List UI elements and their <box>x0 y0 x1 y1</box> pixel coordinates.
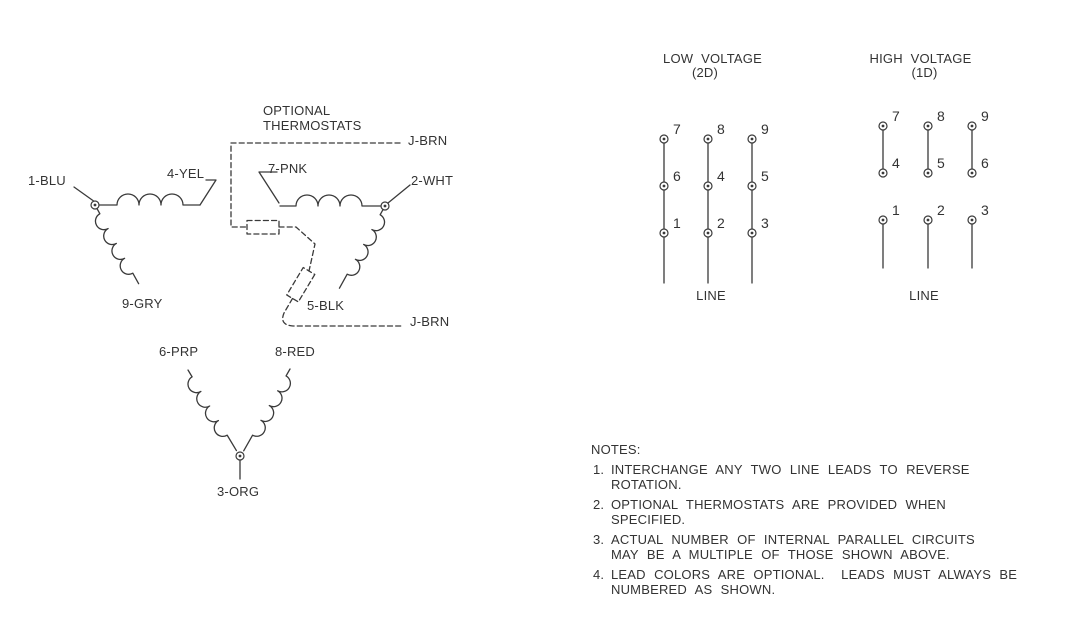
terminal-dot <box>748 182 756 190</box>
note-text: OPTIONAL THERMOSTATS ARE PROVIDED WHEN <box>611 497 946 512</box>
thermostat-2 <box>287 268 315 302</box>
note-text: ROTATION. <box>611 477 682 492</box>
note-text: ACTUAL NUMBER OF INTERNAL PARALLEL CIRCUITS <box>611 532 975 547</box>
hv-terminal-6: 6 <box>981 155 989 171</box>
lv-terminal-3: 3 <box>761 215 769 231</box>
low-voltage-subtitle: (2D) <box>691 65 719 80</box>
notes-block <box>591 442 1043 597</box>
thermostat-wire-mid <box>279 227 315 271</box>
note-text: MAY BE A MULTIPLE OF THOSE SHOWN ABOVE. <box>611 547 950 562</box>
terminal-dot <box>748 229 756 237</box>
note-text: SPECIFIED. <box>611 512 686 527</box>
terminal-dot <box>968 169 976 177</box>
terminal-dot <box>660 229 668 237</box>
hv-terminal-5: 5 <box>937 155 945 171</box>
winding-5-blk <box>339 206 392 292</box>
hv-terminal-3: 3 <box>981 202 989 218</box>
terminal-dot <box>968 122 976 130</box>
note-text: LEAD COLORS ARE OPTIONAL. LEADS MUST ALWAYS BE <box>611 567 1018 582</box>
label-lead-9: 9-GRY <box>122 296 163 311</box>
terminal-dot <box>879 122 887 130</box>
terminal-dot <box>91 201 99 209</box>
winding-7-pnk <box>280 195 382 206</box>
terminal-dot <box>748 135 756 143</box>
note-item-1 <box>591 462 1043 492</box>
hv-terminal-2: 2 <box>937 202 945 218</box>
label-thermostat-lead-bottom: J-BRN <box>410 314 450 329</box>
label-lead-3: 3-ORG <box>217 484 260 499</box>
terminal-dot <box>236 452 244 460</box>
label-lead-7: 7-PNK <box>268 161 308 176</box>
delta-terminals <box>91 201 389 460</box>
note-text: INTERCHANGE ANY TWO LINE LEADS TO REVERSE <box>611 462 970 477</box>
winding-6-prp <box>181 370 237 455</box>
hv-line-label: LINE <box>909 288 939 303</box>
note-number: 4. <box>593 567 605 582</box>
label-lead-8: 8-RED <box>275 344 316 359</box>
low-voltage-title: LOW VOLTAGE <box>663 51 762 66</box>
lead-4-leader <box>200 180 216 205</box>
hv-terminal-4: 4 <box>892 155 900 171</box>
thermostat-wire-top <box>231 143 400 227</box>
hv-terminal-8: 8 <box>937 108 945 124</box>
lead-7-leader <box>259 172 279 203</box>
note-number: 2. <box>593 497 605 512</box>
terminal-dot <box>381 202 389 210</box>
lv-terminal-2: 2 <box>717 215 725 231</box>
note-item-4 <box>591 567 1043 597</box>
note-item-2 <box>591 497 1043 527</box>
terminal-dot <box>660 182 668 190</box>
lv-line-label: LINE <box>696 288 726 303</box>
note-text: NUMBERED AS SHOWN. <box>611 582 776 597</box>
winding-8-red <box>244 369 298 455</box>
high-voltage-subtitle: (1D) <box>911 65 938 80</box>
lv-terminal-5: 5 <box>761 168 769 184</box>
notes-heading: NOTES: <box>591 442 641 457</box>
terminal-dot <box>704 182 712 190</box>
lv-terminal-9: 9 <box>761 121 769 137</box>
label-lead-1: 1-BLU <box>28 173 66 188</box>
lv-terminal-8: 8 <box>717 121 725 137</box>
note-number: 3. <box>593 532 605 547</box>
terminal-dot <box>879 169 887 177</box>
note-item-3 <box>591 532 1043 562</box>
terminal-dot <box>660 135 668 143</box>
label-thermostats-title-1: OPTIONAL <box>263 103 331 118</box>
winding-9-gry <box>88 205 139 288</box>
terminal-dot <box>704 229 712 237</box>
winding-4-yel <box>99 194 200 205</box>
high-voltage-title: HIGH VOLTAGE <box>869 51 972 66</box>
label-lead-6: 6-PRP <box>159 344 199 359</box>
note-number: 1. <box>593 462 605 477</box>
terminal-dot <box>924 122 932 130</box>
hv-terminal-1: 1 <box>892 202 900 218</box>
label-lead-5: 5-BLK <box>307 298 345 313</box>
high-voltage-lines <box>883 126 972 268</box>
thermostat-1 <box>247 221 279 235</box>
low-voltage-lines <box>664 139 752 283</box>
label-lead-4: 4-YEL <box>167 166 205 181</box>
terminal-dot <box>879 216 887 224</box>
label-thermostats-title-2: THERMOSTATS <box>263 118 362 133</box>
hv-terminal-9: 9 <box>981 108 989 124</box>
lv-terminal-4: 4 <box>717 168 725 184</box>
lead-1-leader <box>74 187 95 202</box>
terminal-dot <box>704 135 712 143</box>
lead-2-leader <box>388 185 410 203</box>
terminal-dot <box>968 216 976 224</box>
lv-terminal-6: 6 <box>673 168 681 184</box>
terminal-dot <box>924 169 932 177</box>
label-lead-2: 2-WHT <box>411 173 454 188</box>
lv-terminal-7: 7 <box>673 121 681 137</box>
terminal-dot <box>924 216 932 224</box>
hv-terminal-7: 7 <box>892 108 900 124</box>
lv-terminal-1: 1 <box>673 215 681 231</box>
label-thermostat-lead-top: J-BRN <box>408 133 448 148</box>
